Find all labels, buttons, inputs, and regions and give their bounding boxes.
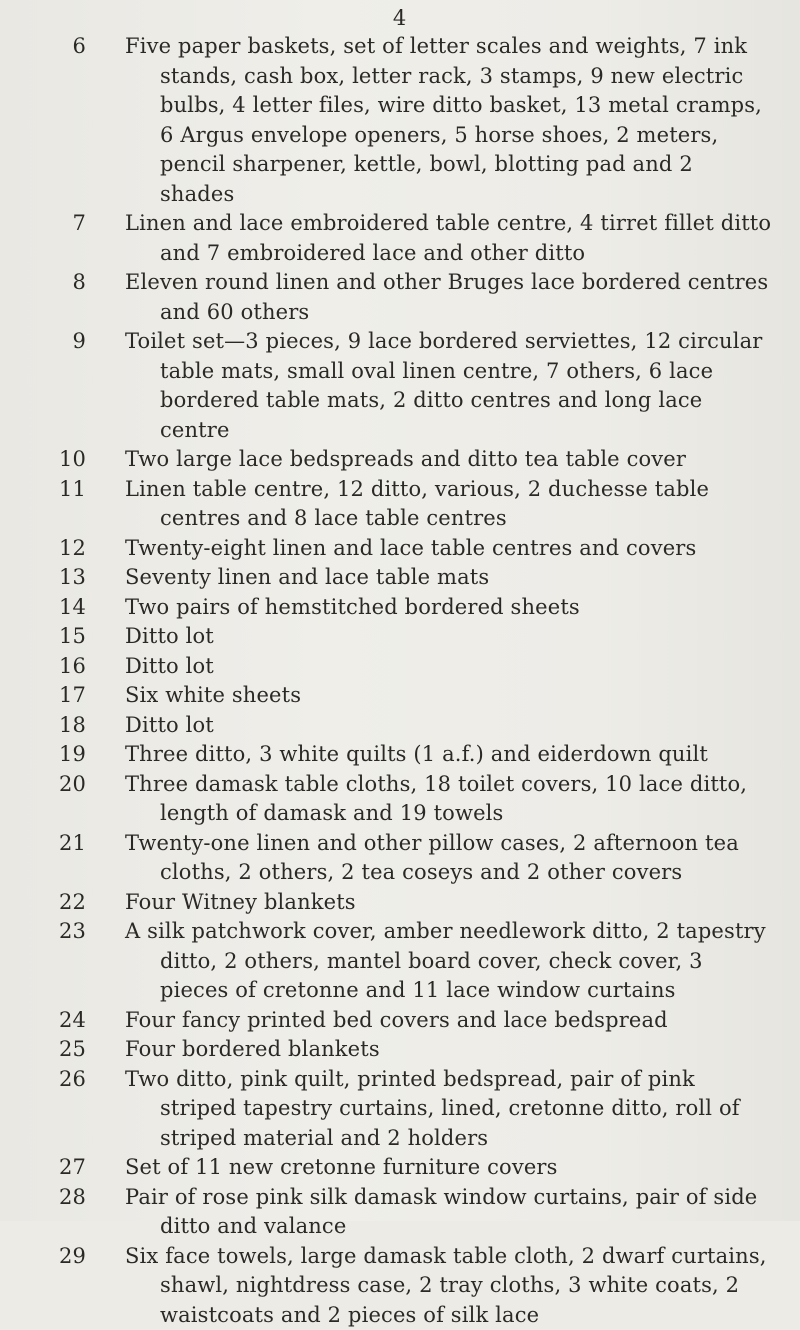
lot-description: Two large lace bedspreads and ditto tea table cover bbox=[125, 445, 772, 475]
lot-description: Three ditto, 3 white quilts (1 a.f.) and eiderdown quilt bbox=[125, 740, 772, 770]
page-number: 4 bbox=[0, 6, 800, 30]
lot-description: Twenty-one linen and other pillow cases, 2 afternoon tea cloths, 2 others, 2 tea coseys and 2 other covers bbox=[125, 829, 772, 888]
lot-entry bbox=[0, 1153, 800, 1183]
lot-entry bbox=[0, 740, 800, 770]
lot-description: Seventy linen and lace table mats bbox=[125, 563, 772, 593]
lot-number: 8 bbox=[28, 268, 86, 298]
lot-entry bbox=[0, 917, 800, 1006]
lot-entry bbox=[0, 563, 800, 593]
lot-entry bbox=[0, 32, 800, 209]
lot-number: 23 bbox=[28, 917, 86, 947]
lot-description: Ditto lot bbox=[125, 622, 772, 652]
lot-number: 21 bbox=[28, 829, 86, 859]
lot-description: Pair of rose pink silk damask window curtains, pair of side ditto and valance bbox=[125, 1183, 772, 1242]
lot-number: 15 bbox=[28, 622, 86, 652]
lot-entry bbox=[0, 652, 800, 682]
lot-entry bbox=[0, 475, 800, 534]
lot-number: 14 bbox=[28, 593, 86, 623]
lot-description: Three damask table cloths, 18 toilet covers, 10 lace ditto, length of damask and 19 towels bbox=[125, 770, 772, 829]
lot-number: 12 bbox=[28, 534, 86, 564]
lot-entry bbox=[0, 1035, 800, 1065]
lot-number: 24 bbox=[28, 1006, 86, 1036]
lot-number: 6 bbox=[28, 32, 86, 62]
lot-description: Five paper baskets, set of letter scales and weights, 7 ink stands, cash box, letter rack, 3 stamps, 9 new electric bulbs, 4 letter files, wire ditto basket, 13 metal cramps, 6 Argus envelope openers, 5 horse shoes, 2 meters, pencil sharpener, kettle, bowl, blotting pad and 2 shades bbox=[125, 32, 772, 209]
lot-description: Linen and lace embroidered table centre, 4 tirret fillet ditto and 7 embroidered lace and other ditto bbox=[125, 209, 772, 268]
lot-entry bbox=[0, 209, 800, 268]
lot-description: Twenty-eight linen and lace table centres and covers bbox=[125, 534, 772, 564]
lot-number: 13 bbox=[28, 563, 86, 593]
lot-number: 20 bbox=[28, 770, 86, 800]
lot-description: Six face towels, large damask table cloth, 2 dwarf curtains, shawl, nightdress case, 2 tray cloths, 3 white coats, 2 waistcoats and 2 pieces of silk lace bbox=[125, 1242, 772, 1330]
lot-description: Four bordered blankets bbox=[125, 1035, 772, 1065]
lot-description: A silk patchwork cover, amber needlework ditto, 2 tapestry ditto, 2 others, mantel board cover, check cover, 3 pieces of cretonne and 11 lace window curtains bbox=[125, 917, 772, 1006]
lot-entry bbox=[0, 888, 800, 918]
lot-entry bbox=[0, 534, 800, 564]
lot-number: 11 bbox=[28, 475, 86, 505]
lot-entry bbox=[0, 681, 800, 711]
lot-number: 28 bbox=[28, 1183, 86, 1213]
lot-number: 25 bbox=[28, 1035, 86, 1065]
lot-entry bbox=[0, 1242, 800, 1330]
lot-entry bbox=[0, 593, 800, 623]
lot-entry bbox=[0, 711, 800, 741]
lot-description: Toilet set—3 pieces, 9 lace bordered serviettes, 12 circular table mats, small oval linen centre, 7 others, 6 lace bordered table mats, 2 ditto centres and long lace centre bbox=[125, 327, 772, 445]
lot-entry bbox=[0, 327, 800, 445]
lot-description: Six white sheets bbox=[125, 681, 772, 711]
lot-entry bbox=[0, 829, 800, 888]
lot-entry bbox=[0, 770, 800, 829]
lot-description: Eleven round linen and other Bruges lace bordered centres and 60 others bbox=[125, 268, 772, 327]
lot-number: 10 bbox=[28, 445, 86, 475]
lot-number: 26 bbox=[28, 1065, 86, 1095]
lot-number: 22 bbox=[28, 888, 86, 918]
lot-number: 7 bbox=[28, 209, 86, 239]
lot-number: 29 bbox=[28, 1242, 86, 1272]
lot-number: 27 bbox=[28, 1153, 86, 1183]
lot-number: 19 bbox=[28, 740, 86, 770]
lot-number: 17 bbox=[28, 681, 86, 711]
lot-entry bbox=[0, 1183, 800, 1242]
lot-number: 18 bbox=[28, 711, 86, 741]
lot-entry bbox=[0, 445, 800, 475]
lot-entry bbox=[0, 1006, 800, 1036]
lot-entry bbox=[0, 622, 800, 652]
lot-description: Linen table centre, 12 ditto, various, 2 duchesse table centres and 8 lace table centres bbox=[125, 475, 772, 534]
lot-entry bbox=[0, 268, 800, 327]
lot-entry bbox=[0, 1065, 800, 1154]
lot-description: Four fancy printed bed covers and lace bedspread bbox=[125, 1006, 772, 1036]
lot-description: Two ditto, pink quilt, printed bedspread, pair of pink striped tapestry curtains, lined, cretonne ditto, roll of striped material and 2 holders bbox=[125, 1065, 772, 1154]
lot-list bbox=[0, 32, 800, 1330]
lot-description: Set of 11 new cretonne furniture covers bbox=[125, 1153, 772, 1183]
lot-description: Ditto lot bbox=[125, 711, 772, 741]
lot-description: Two pairs of hemstitched bordered sheets bbox=[125, 593, 772, 623]
lot-number: 16 bbox=[28, 652, 86, 682]
lot-description: Four Witney blankets bbox=[125, 888, 772, 918]
lot-number: 9 bbox=[28, 327, 86, 357]
lot-description: Ditto lot bbox=[125, 652, 772, 682]
